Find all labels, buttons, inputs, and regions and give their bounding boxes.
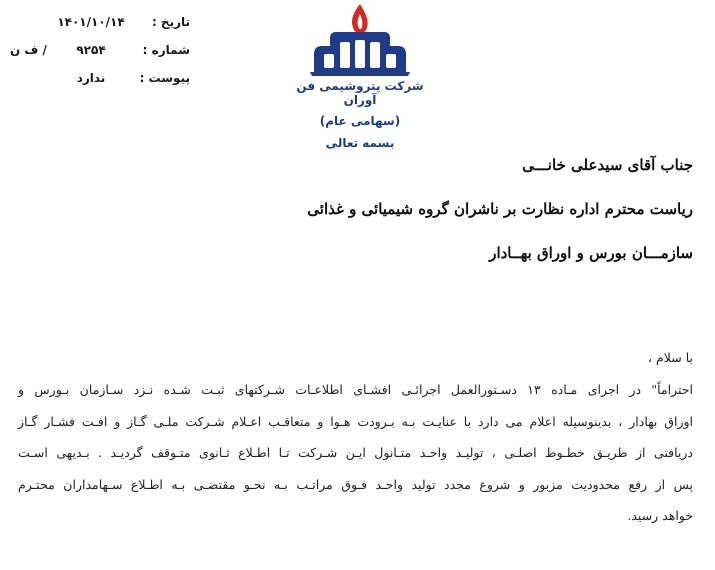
recipient-organization: سازمـــان بورس و اوراق بهــادار [489, 244, 693, 262]
recipient-name: جناب آقای سیدعلی خانـــی [522, 156, 693, 174]
attachment-row [10, 64, 190, 92]
letter-body [18, 345, 693, 535]
body-line: دریافتی از طریـق خطـوط اصلـی ، تولیـد واحـد متـانول ایـن شـرکت تـا اطـلاع ثـانوی متـوقف گردیـد . بـدیهی اسـت [18, 445, 693, 460]
letterhead [280, 2, 440, 150]
body-line: احتراماً" در اجرای مـاده ۱۳ دسـتورالعمل اجرائـی افشـای اطلاعـات شـرکتهای ثبـت شـده نـزد سـازمان بـورس و [18, 382, 694, 397]
body-line: خواهد رسید. [627, 508, 693, 523]
body-line: پس از رفع محدودیت مزبور و شروع مجدد تولید واحـد فـوق مراتـب بـه نحـو مقتضـی بـه اطـلاع سـهامداران محتـرم [18, 476, 693, 492]
petrochemical-logo-icon [300, 2, 420, 78]
greeting: با سلام ، [648, 350, 693, 365]
body-line: اوراق بهادار ، بدینوسیله اعلام می دارد با عنایـت بـه بـرودت هـوا و متعاقـب اعـلام شـرکت ملـی گـاز و افـت فشـار گـاز [18, 413, 693, 429]
date-value: ۱۴۰۱/۱۰/۱۴ [57, 15, 125, 29]
number-label: شماره : [142, 43, 190, 57]
date-label: تاریخ : [151, 15, 190, 29]
attachment-label: پیوست : [139, 71, 190, 85]
company-type: (سهامی عام) [319, 114, 401, 128]
invocation: بسمه تعالی [325, 136, 395, 150]
number-suffix: / ف ن [10, 43, 47, 57]
date-row [10, 8, 190, 36]
number-value: ۹۲۵۴ [76, 43, 106, 57]
company-name: شرکت پتروشیمی فن آوران [296, 79, 424, 107]
attachment-value: ندارد [76, 71, 106, 85]
letter-meta [10, 8, 190, 92]
recipient-block [133, 152, 693, 284]
recipient-title: ریاست محترم اداره نظارت بر ناشران گروه شیمیائی و غذائی [307, 200, 693, 218]
number-row [10, 36, 190, 64]
